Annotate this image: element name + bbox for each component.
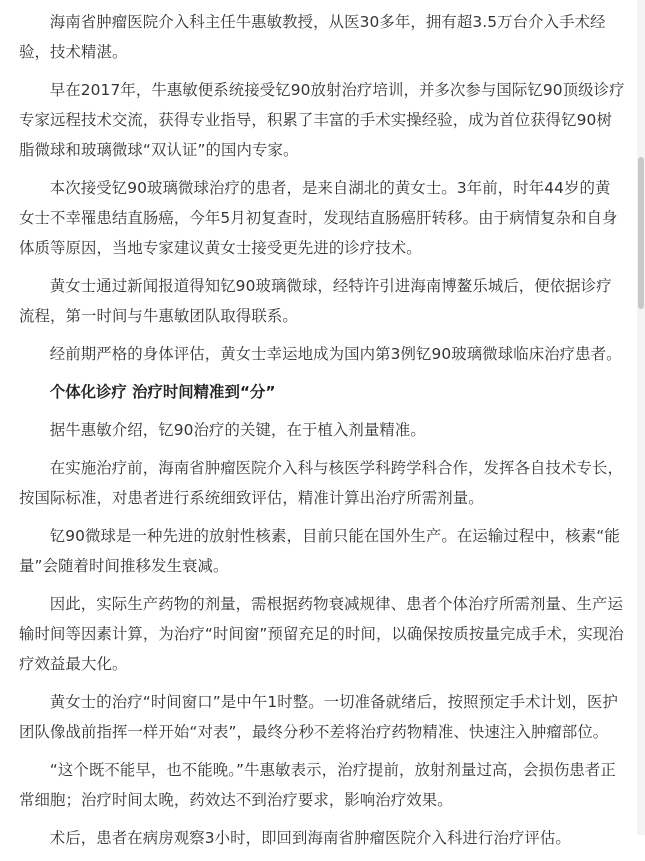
paragraph: 在实施治疗前，海南省肿瘤医院介入科与核医学科跨学科合作，发挥各自技术专长，按国际标准，对患者进行系统细致评估，精准计算出治疗所需剂量。 (19, 459, 623, 507)
paragraph: 海南省肿瘤医院介入科主任牛惠敏教授，从医30多年，拥有超3.5万台介入手术经验，技术精湛。 (19, 13, 606, 61)
vertical-scrollbar[interactable] (637, 0, 645, 835)
paragraph: 因此，实际生产药物的剂量，需根据药物衰减规律、患者个体治疗所需剂量、生产运输时间等因素计算，为治疗“时间窗”预留充足的时间，以确保按质按量完成手术，实现治疗效益最大化。 (19, 595, 624, 673)
paragraph: 术后，患者在病房观察3小时，即回到海南省肿瘤医院介入科进行治疗评估。 (49, 829, 571, 847)
scrollbar-thumb[interactable] (638, 157, 644, 309)
paragraph: 黄女士通过新闻报道得知钇90玻璃微球，经特许引进海南博鳌乐城后，便依据诊疗流程，第一时间与牛惠敏团队取得联系。 (19, 277, 612, 325)
paragraph: “这个既不能早，也不能晚。”牛惠敏表示，治疗提前，放射剂量过高，会损伤患者正常细胞；治疗时间太晚，药效达不到治疗要求，影响治疗效果。 (19, 761, 616, 809)
section-heading: 个体化诊疗 治疗时间精准到“分” (49, 383, 276, 401)
paragraph: 经前期严格的身体评估，黄女士幸运地成为国内第3例钇90玻璃微球临床治疗患者。 (49, 345, 622, 363)
paragraph: 本次接受钇90玻璃微球治疗的患者，是来自湖北的黄女士。3年前，时年44岁的黄女士不幸罹患结直肠癌，今年5月初复查时，发现结直肠癌肝转移。由于病情复杂和自身体质等原因，当地专家建议黄女士接受更先进的诊疗技术。 (19, 179, 618, 257)
article-body (19, 7, 625, 861)
paragraph: 早在2017年，牛惠敏便系统接受钇90放射治疗培训，并多次参与国际钇90顶级诊疗专家远程技术交流，获得专业指导，积累了丰富的手术实操经验，成为首位获得钇90树脂微球和玻璃微球“双认证”的国内专家。 (19, 81, 625, 159)
paragraph: 黄女士的治疗“时间窗口”是中午1时整。一切准备就绪后，按照预定手术计划，医护团队像战前指挥一样开始“对表”，最终分秒不差将治疗药物精准、快速注入肿瘤部位。 (19, 693, 619, 741)
paragraph: 据牛惠敏介绍，钇90治疗的关键，在于植入剂量精准。 (49, 421, 426, 439)
paragraph: 钇90微球是一种先进的放射性核素，目前只能在国外生产。在运输过程中，核素“能量”会随着时间推移发生衰减。 (19, 527, 620, 575)
